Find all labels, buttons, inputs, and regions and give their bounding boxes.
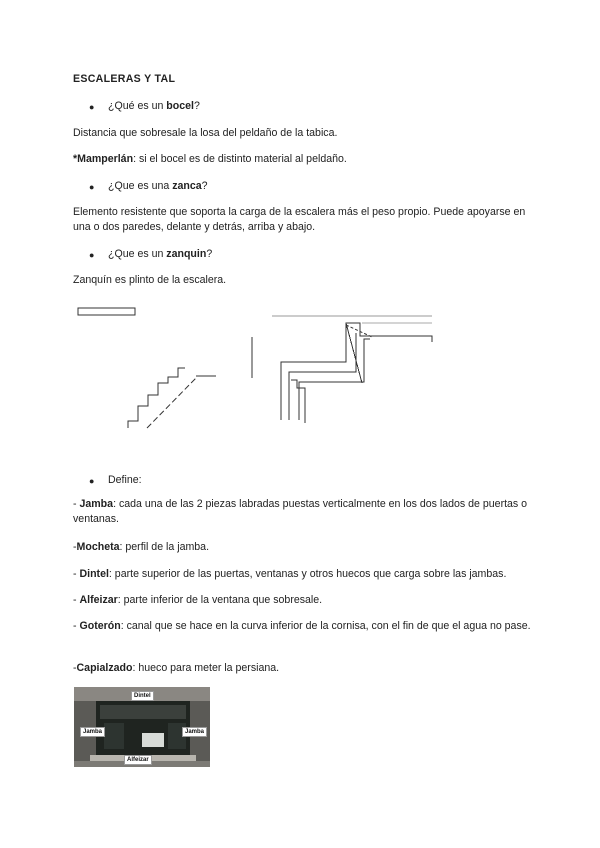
question-zanquin: ¿Que es un zanquin? xyxy=(108,248,213,260)
sketch-step-inner-2 xyxy=(299,339,370,420)
window-photo xyxy=(74,687,210,767)
label-jamba-right: Jamba xyxy=(182,727,207,737)
label-dintel: Dintel xyxy=(131,691,154,701)
mamperlan-definition: *Mamperlán: si el bocel es de distinto material al peldaño. xyxy=(73,153,347,165)
definition-alfeizar: - Alfeizar: parte inferior de la ventana que sobresale. xyxy=(73,594,323,606)
definition-jamba: - Jamba: cada una de las 2 piezas labradas puestas verticalmente en los dos lados de puertas o ventanas. xyxy=(73,498,528,525)
question-zanca: ¿Que es una zanca? xyxy=(108,180,208,192)
sketch-diagonal-dashed xyxy=(346,325,372,337)
definition-capialzado: -Capialzado: hueco para meter la persiana. xyxy=(73,662,280,674)
photo-shutter xyxy=(100,705,186,719)
definition-mocheta: -Mocheta: perfil de la jamba. xyxy=(73,541,210,553)
bullet-icon: ● xyxy=(89,476,95,486)
label-jamba-left: Jamba xyxy=(80,727,105,737)
sketch-stringer-dashed xyxy=(147,378,196,428)
answer-zanquin: Zanquín es plinto de la escalera. xyxy=(73,274,227,286)
photo-glass-left xyxy=(104,723,124,749)
bullet-icon: ● xyxy=(89,182,95,192)
sketch-slab-rect xyxy=(78,308,135,315)
answer-bocel: Distancia que sobresale la losa del peldaño de la tabica. xyxy=(73,127,338,139)
definition-goteron: - Goterón: canal que se hace en la curva inferior de la cornisa, con el fin de que el agua no pase. xyxy=(73,620,531,632)
definition-dintel: - Dintel: parte superior de las puertas, ventanas y otros huecos que carga sobre las jambas. xyxy=(73,568,507,580)
label-alfeizar: Alfeizar xyxy=(124,755,152,765)
answer-zanca: Elemento resistente que soporta la carga de la escalera más el peso propio. Puede apoyarse en una o dos paredes, delante y detrás, arriba y abajo. xyxy=(73,206,526,233)
photo-glass-center xyxy=(142,733,164,747)
question-bocel: ¿Qué es un bocel? xyxy=(108,100,200,112)
bullet-icon: ● xyxy=(89,250,95,260)
bullet-icon: ● xyxy=(89,102,95,112)
page-title: ESCALERAS Y TAL xyxy=(73,73,176,85)
define-label: Define: xyxy=(108,474,142,486)
sketch-step-detail xyxy=(291,380,305,423)
